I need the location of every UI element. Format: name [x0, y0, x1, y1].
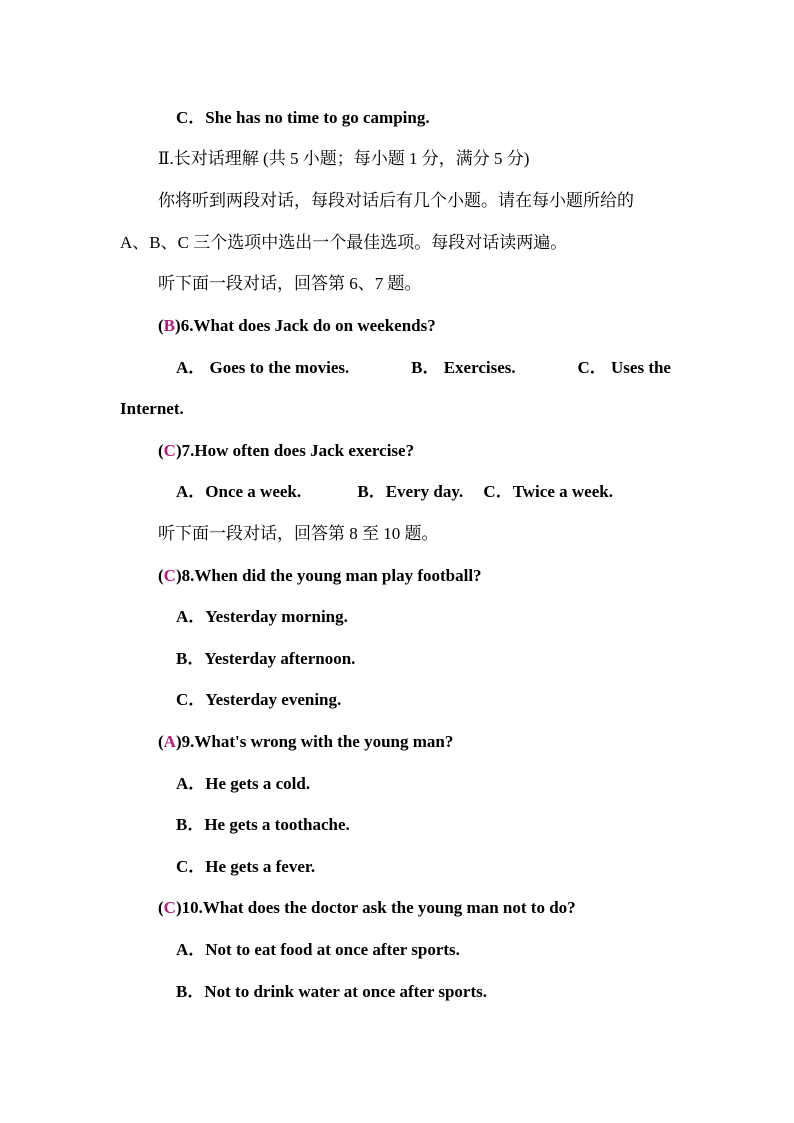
paren-open: ( — [158, 732, 164, 751]
instructions-line-1: 你将听到两段对话，每段对话后有几个小题。请在每小题所给的 — [158, 191, 634, 210]
question-8 — [158, 566, 482, 586]
option-c: C．Twice a week. — [483, 482, 613, 501]
option-b: B．Not to drink water at once after sports. — [176, 982, 487, 1001]
question-7-options — [176, 482, 613, 502]
option-b: B．He gets a toothache. — [176, 815, 350, 834]
option-a: A．Yesterday morning. — [176, 607, 348, 626]
paren-close: ) — [175, 316, 181, 335]
paren-open: ( — [158, 316, 164, 335]
option-a: A．Not to eat food at once after sports. — [176, 940, 460, 959]
paren-close: ) — [175, 732, 182, 751]
listening-instruction-6-7: 听下面一段对话，回答第 6、7 题。 — [158, 274, 422, 293]
answer-letter: B — [163, 316, 176, 335]
paren-close: ) — [175, 898, 182, 917]
question-6 — [158, 316, 436, 336]
option-a: A．Once a week. — [176, 482, 302, 501]
question-stem: 9.What's wrong with the young man? — [181, 732, 454, 751]
option-c: C．He gets a fever. — [176, 857, 316, 876]
answer-letter: C — [163, 898, 176, 917]
option-a: A．He gets a cold. — [176, 774, 311, 793]
option-b: B． Exercises. — [411, 358, 516, 377]
option-c-previous: C．She has no time to go camping. — [176, 108, 430, 127]
question-9 — [158, 732, 453, 752]
paren-open: ( — [158, 441, 164, 460]
option-c: C．Yesterday evening. — [176, 690, 342, 709]
answer-letter: C — [163, 566, 176, 585]
answer-letter: A — [163, 732, 176, 751]
question-7 — [158, 441, 414, 461]
question-stem: 8.When did the young man play football? — [181, 566, 482, 585]
option-b: B．Every day. — [357, 482, 464, 501]
option-c: C． Uses the — [577, 358, 671, 377]
question-stem: 6.What does Jack do on weekends? — [180, 316, 436, 335]
option-b: B．Yesterday afternoon. — [176, 649, 356, 668]
question-stem: 10.What does the doctor ask the young man not to do? — [181, 898, 576, 917]
option-a: A． Goes to the movies. — [176, 358, 350, 377]
listening-instruction-8-10: 听下面一段对话，回答第 8 至 10 题。 — [158, 524, 439, 543]
question-6-options — [176, 358, 671, 378]
paren-close: ) — [175, 566, 182, 585]
paren-open: ( — [158, 898, 164, 917]
instructions-line-2: A、B、C 三个选项中选出一个最佳选项。每段对话读两遍。 — [120, 233, 568, 252]
section-heading: Ⅱ.长对话理解 (共 5 小题；每小题 1 分，满分 5 分) — [158, 149, 530, 168]
paren-close: ) — [175, 441, 182, 460]
question-10 — [158, 898, 576, 918]
question-stem: 7.How often does Jack exercise? — [181, 441, 415, 460]
paren-open: ( — [158, 566, 164, 585]
answer-letter: C — [163, 441, 176, 460]
question-6-option-wrap: Internet. — [120, 399, 184, 418]
